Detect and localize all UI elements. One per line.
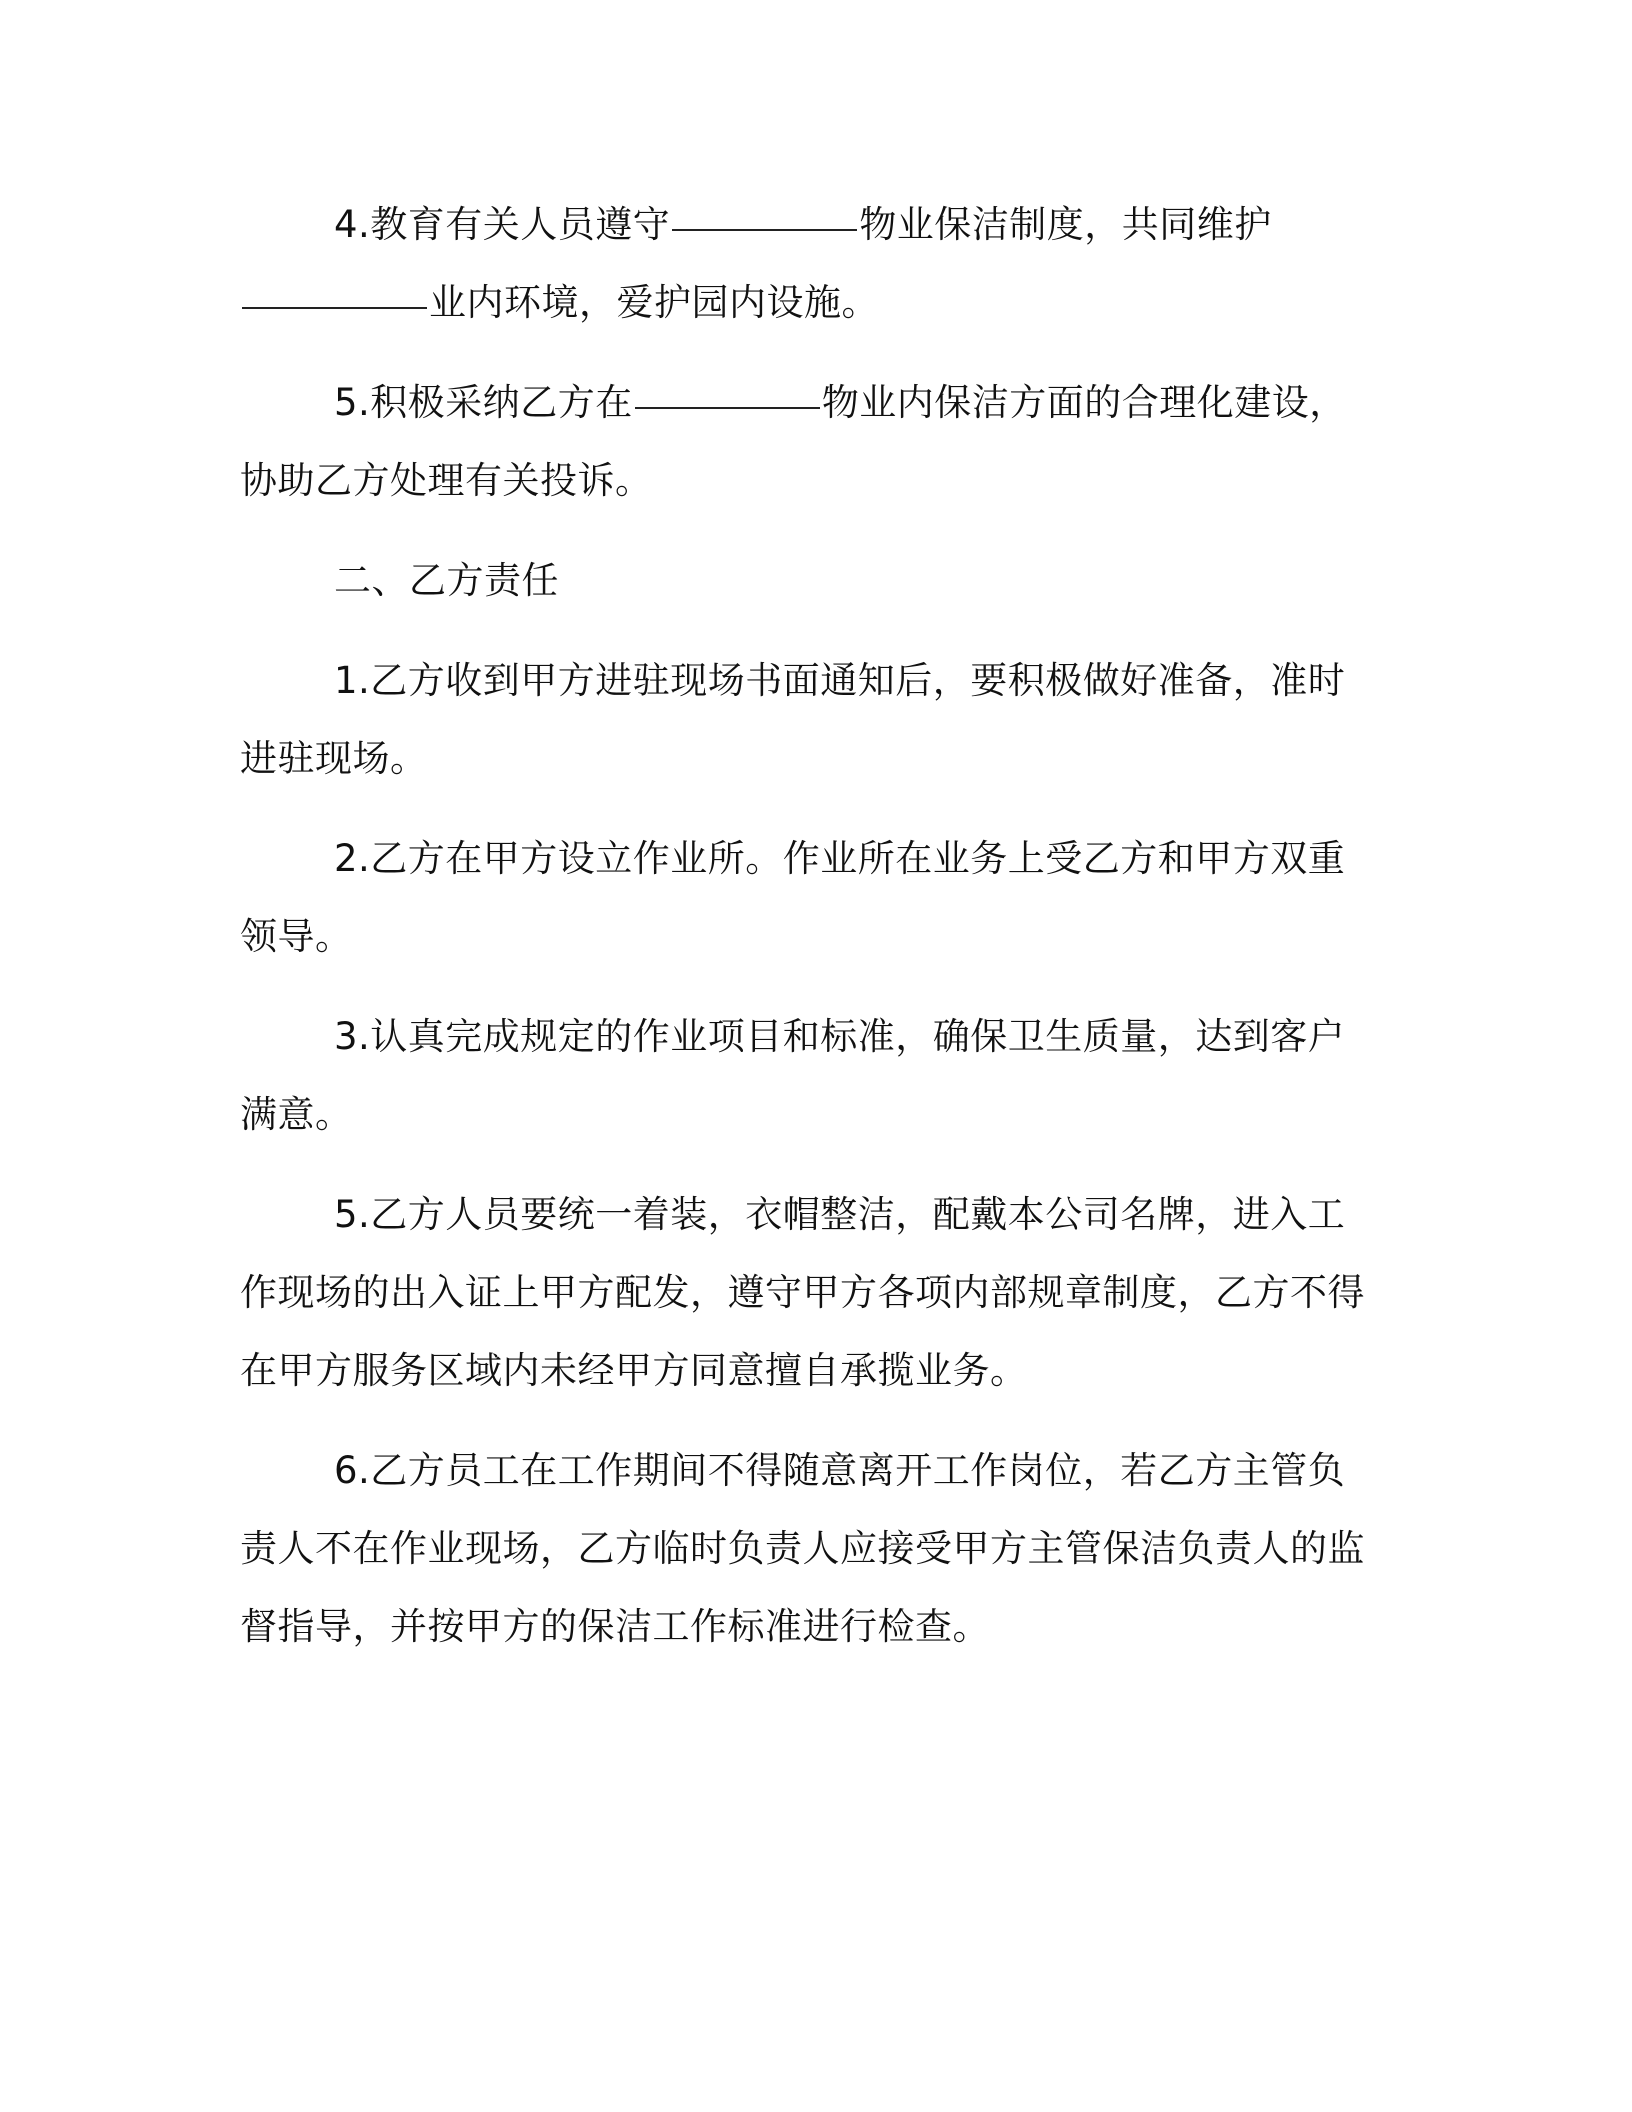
paragraph-item-5 — [240, 364, 1370, 520]
paragraph-text: 4.教育有关人员遵守 — [334, 203, 671, 246]
fill-blank — [672, 228, 857, 231]
paragraph-item-5b: 5.乙方人员要统一着装，衣帽整洁，配戴本公司名牌，进入工作现场的出入证上甲方配发，遵守甲方各项内部规章制度，乙方不得在甲方服务区域内未经甲方同意擅自承揽业务。 — [240, 1193, 1365, 1392]
paragraph-text: 物业保洁制度，共同维护 — [859, 203, 1272, 246]
paragraph-text: 业内环境，爱护园内设施。 — [429, 281, 879, 324]
paragraph-text: 物业内保洁方面的合理化建设，协助乙方处理有关投诉。 — [240, 381, 1347, 502]
section-heading: 二、乙方责任 — [334, 559, 559, 602]
paragraph-item-1: 1.乙方收到甲方进驻现场书面通知后，要积极做好准备，准时进驻现场。 — [240, 659, 1346, 780]
document-body — [240, 186, 1370, 1688]
paragraph-item-6: 6.乙方员工在工作期间不得随意离开工作岗位，若乙方主管负责人不在作业现场，乙方临时负责人应接受甲方主管保洁负责人的监督指导，并按甲方的保洁工作标准进行检查。 — [240, 1449, 1365, 1648]
paragraph-item-3: 3.认真完成规定的作业项目和标准，确保卫生质量，达到客户满意。 — [240, 1015, 1346, 1136]
fill-blank — [242, 306, 427, 309]
fill-blank — [635, 406, 820, 409]
paragraph-item-4 — [240, 186, 1370, 342]
paragraph-text: 5.积极采纳乙方在 — [334, 381, 633, 424]
paragraph-item-2: 2.乙方在甲方设立作业所。作业所在业务上受乙方和甲方双重领导。 — [240, 837, 1346, 958]
